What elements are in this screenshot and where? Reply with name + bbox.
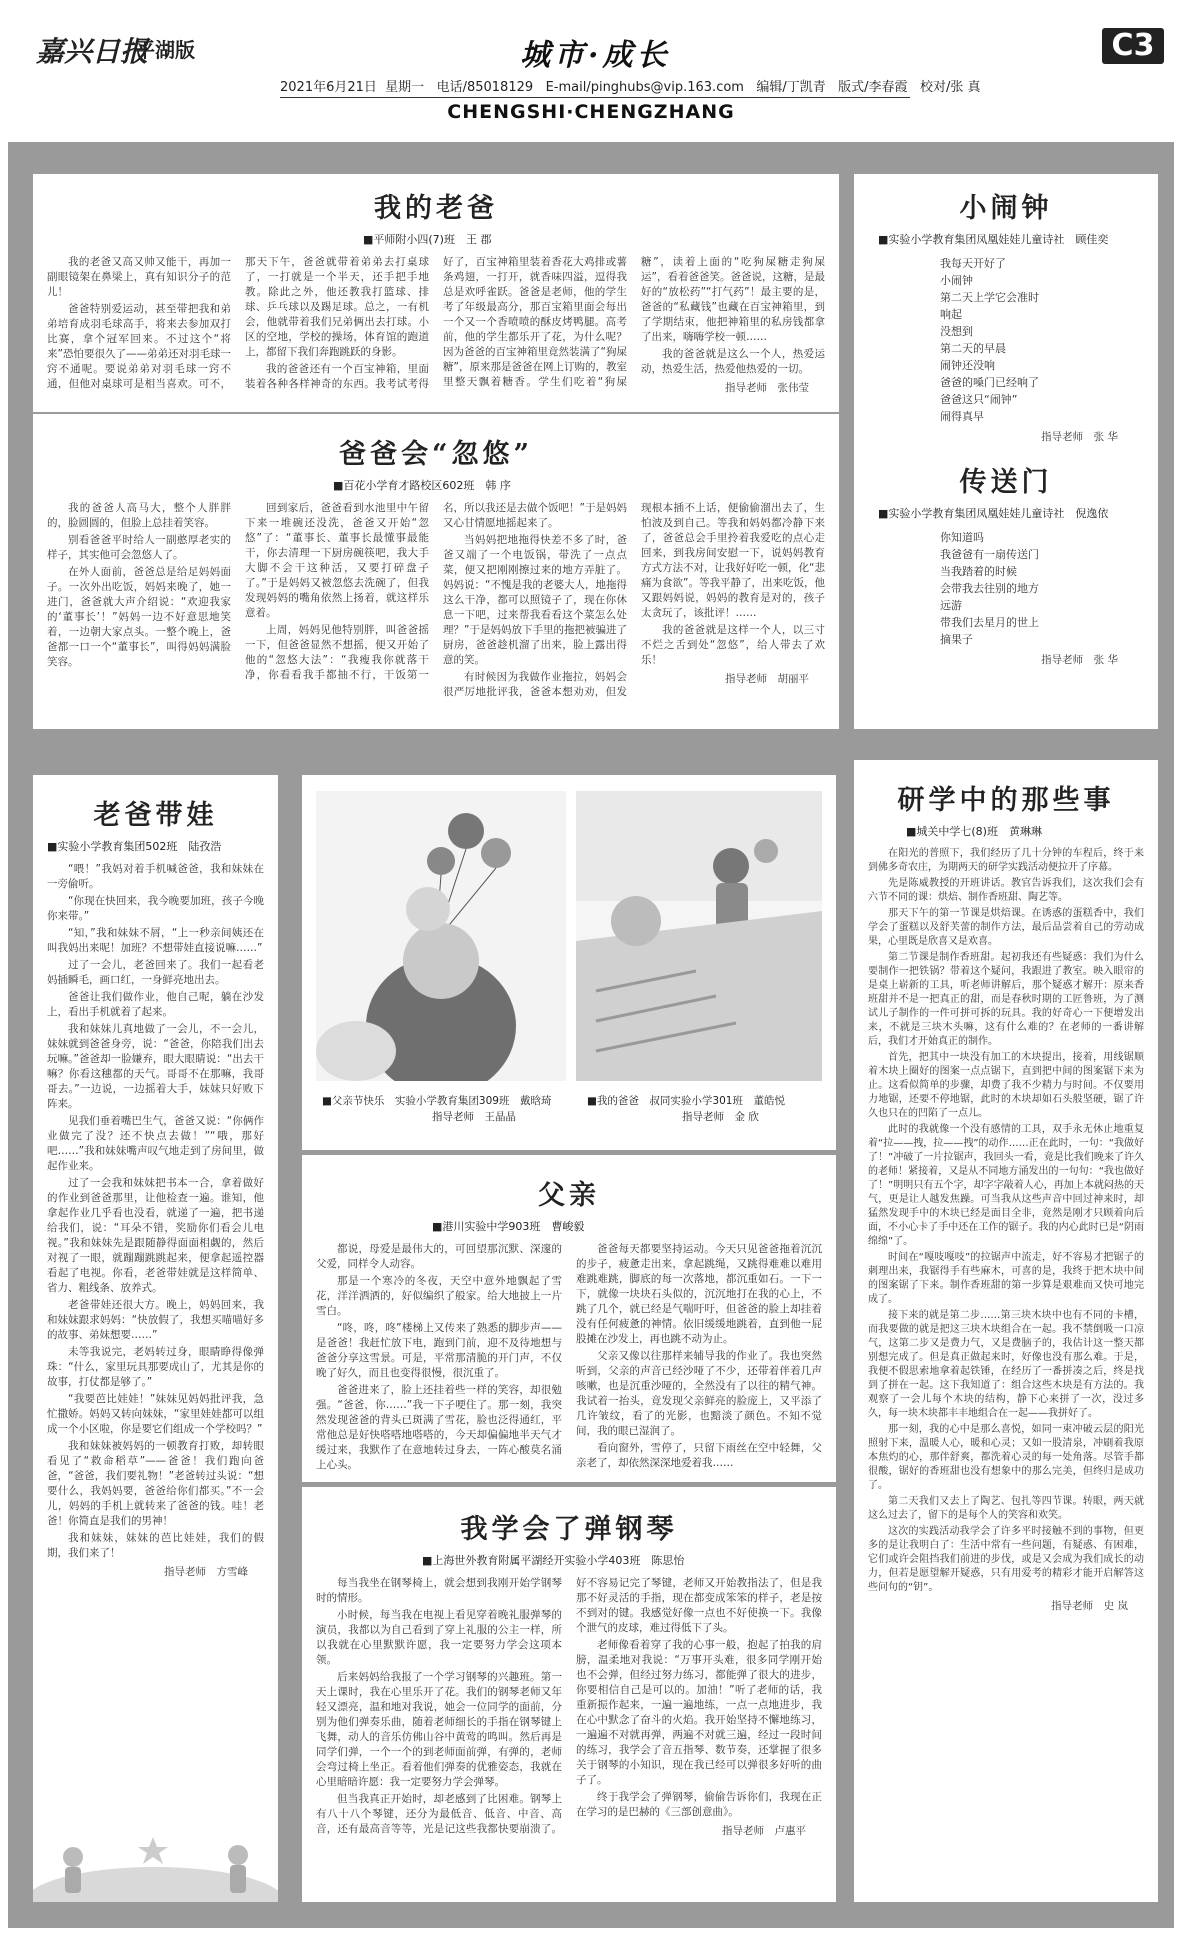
poem-line: 当我踏着的时候 xyxy=(940,565,1017,578)
article-title: 爸爸会“忽悠” xyxy=(338,439,534,470)
paragraph: 我和妹妹儿真地做了一会儿，不一会儿，妹妹就到爸爸身旁，说：“爸爸，你陪我们出去玩嘛。”爸爸却一脸嫌弃，眼大眼睛说：“出去干嘛？你看这穗都的天气。哥哥不在那嘛，我哥哥去。”一边说，一边摇着大手，妹妹只好败下阵来。 xyxy=(47,1023,264,1110)
section-title: 城市·成长 xyxy=(520,38,671,73)
paragraph: 时间在“嘎吱嘎吱”的拉锯声中流走，好不容易才把锯子的刺理出来，我锯得手有些麻木，可喜的是，我终于把木块中间的图案锯了下来。制作香班甜的第一步算是艰难而又快可地完成了。 xyxy=(868,1252,1144,1305)
article-my-dad xyxy=(33,174,839,412)
paragraph: 别看爸爸平时给人一副憨厚老实的样子，其实他可会忽悠人了。 xyxy=(47,534,231,561)
paragraph: 当妈妈把地拖得快差不多了时，爸爸又端了一个电饭锅，带洗了一点点菜，便又把刚刚擦过来的地方弄脏了。妈妈说：“不愧是我的老婆大人，地拖得这么干净，都可以照镜子了，现在你休息一下吧，过来帮我看看这个菜怎么处理？”于是妈妈放下手里的拖把被骗进了厨房，爸爸趁机溜了出来，脸上露出得意的笑。 xyxy=(443,534,627,666)
paragraph: 老爸带娃还很大方。晚上，妈妈回来，我和妹妹跟求妈妈：“快放假了，我想买喵喵好多的故事、弟妹想要……” xyxy=(47,1299,264,1341)
article-title: 父亲 xyxy=(538,1180,600,1211)
masthead-divider xyxy=(280,97,910,98)
artwork-fathers-day xyxy=(316,791,566,1081)
poem-line: 远游 xyxy=(940,599,962,612)
poems-column xyxy=(854,174,1158,729)
paragraph: 第二节课是制作香班甜。起初我还有些疑惑：我们为什么要制作一把铁锅？带着这个疑问，我跟进了教室。映入眼帘的是桌上崭新的工具，听老师讲解后，那个疑惑才解开：原来香班甜并不是一把真正的甜，而是春秋时期的工匠鲁班，为了测试儿子制作的一件可拼可拆的玩具。我的好奇心一下便增发出来，不就是三块木头嘛，这有什么难的？在老师的一番讲解后，我们才开始真正的制作。 xyxy=(868,952,1144,1047)
article-title: 我的老爸 xyxy=(374,193,498,224)
poem-byline: ■实验小学教育集团凤凰娃娃儿童诗社 倪逸依 xyxy=(878,507,1109,520)
issue-meta xyxy=(280,76,980,95)
paragraph: 接下来的就是第二步……第三块木块中也有不同的卡槽，而我要做的就是把这三块木块组合在一起。我不禁倒吸一口凉气，这第二步又是费力气，又是费脑子的，我估计这一整天都别想完成了。但是真正做起来时，好像也没有那么难。于是，我便不假思索地拿着起铁锤，在经历了一番拼凑之后，终是找到了拼在一起。这下我知道了：组合这些木块是有方法的。我观察了一会儿每个木块的结构，静下心来拼了一次，没过多久，每一块木块都丰丰地组合在一起——我拼好了。 xyxy=(868,1310,1144,1419)
paragraph: 父亲又像以往那样来辅导我的作业了。我也突然听到，父亲的声音已经沙哑了不少，还带着伴着几声咳嗽，也是沉重沙哑的，全然没有了以往的精气神。我试着一抬头，竟发现父亲鲜亮的脸庞上，又平添了几许皱纹，看了的光影，也黯淡了颜色。不知不觉间，我的眼已湿润了。 xyxy=(576,1350,822,1437)
paragraph: 见我们垂着嘴巴生气，爸爸又说：“你俩作业做完了没？还不快点去做！”“哦，那好吧……”我和妹妹嘴声叹气地走到了房间里，做起作业来。 xyxy=(47,1115,264,1172)
artwork-teacher: 指导老师 金 欣 xyxy=(682,1111,759,1123)
poem-line: 摘果子 xyxy=(940,633,973,646)
paragraph: 我的爸爸人高马大，整个人胖胖的，脸圆圆的，但脸上总挂着笑容。 xyxy=(47,502,231,529)
contact-phone: 电话/85018129 xyxy=(436,80,534,95)
artwork-caption: ■我的爸爸 叔同实验小学301班 董皓悦 xyxy=(587,1095,785,1107)
newspaper-logo: 嘉兴日报 xyxy=(36,35,149,68)
article-title: 研学中的那些事 xyxy=(897,785,1115,816)
article-body xyxy=(47,862,264,1862)
paragraph: 后来妈妈给我报了一个学习钢琴的兴趣班。第一天上课时，我在心里乐开了花。我们的钢琴老师又年轻又漂亮，温和地对我说，她会一位同学的面前，分别为他们弹奏乐曲，随着老师细长的手指在钢琴键上飞舞，动人的音乐仿佛山谷中黄莺的鸣叫。然后再是同学们弹，一个一个的到老师面前弹，有弹的，老师会弯过椅上坐正。看着他们弹奏的优雅姿态，我就在心里暗暗许愿：我一定要努力学会弹琴。 xyxy=(316,1671,562,1788)
poem-title-portal: 传送门 xyxy=(959,467,1053,498)
article-byline: ■上海世外教育附属平湖经开实验小学403班 陈思怡 xyxy=(422,1554,685,1567)
paragraph: 终于我学会了弹钢琴，偷偷告诉你们，我现在正在学习的是巴赫的《三部创意曲》。 xyxy=(576,1791,822,1818)
decorative-kids-illustration xyxy=(33,1807,278,1902)
paragraph: 先是陈威教授的开班讲话。教官告诉我们，这次我们会有六节不同的课：烘焙、制作香班甜、陶艺等。 xyxy=(868,878,1144,903)
poem-line: 我爸爸有一扇传送门 xyxy=(940,548,1039,561)
paragraph: 老师像看着穿了我的心事一般，抱起了拍我的肩膀，温柔地对我说：“万事开头难，很多同学刚开始也不会弹，但经过努力练习，都能弹了很大的进步，你要相信自己是可以的。加油！”听了老师的话，我重新振作起来，一遍一遍地练，一点一点地进步，我在心中默念了奋斗的火焰。我开始坚持不懈地练习，一遍遍不对就再弹，两遍不对就三遍，经过一段时间的练习，我学会了音五指琴、数节奏，还掌握了很多关于钢琴的小知识，现在我已经可以弹很多好听的曲子了。 xyxy=(576,1639,822,1786)
teacher-credit: 指导老师 张 华 xyxy=(1041,654,1118,666)
poem-line: 闹钟还没响 xyxy=(940,359,995,372)
teacher-credit: 指导老师 卢惠平 xyxy=(722,1825,806,1837)
paragraph: 上周，妈妈见他特别胖，叫爸爸摇一下，但爸爸显然不想摇，便又开始了他的“忽悠大法”：“我瘦我你就落干净，你看看我手都抽不行，干饭第一名，所以我还是去做个饭吧！”于是妈妈又心甘情愿地摇起来了。 xyxy=(245,502,627,681)
teacher-credit: 指导老师 张 华 xyxy=(1041,431,1118,443)
paragraph: 我和妹妹被妈妈的一顿教育打败，却转眼看见了“救命稻草”——爸爸！我们跑向爸爸，“爸爸，我们要礼物！”老爸转过头说：“想要什么，我妈妈要，爸爸给你们都买。”不一会儿，妈妈的手机上就转来了爸爸的钱。哇！老爸！你简直是我们的男神！ xyxy=(47,1440,264,1527)
paragraph: 爸爸让我们做作业，他自己呢，躺在沙发上，看出手机就着了起来。 xyxy=(47,991,264,1018)
poem-line: 小闹钟 xyxy=(940,274,973,287)
article-byline: ■城关中学七(8)班 黄琳琳 xyxy=(906,825,1042,838)
paragraph: 我的爸爸还有一个百宝神箱，里面装着各种各样神奇的东西。我考试考得好了，百宝神箱里装着香花大鸡排或薯条鸡翅，一打开，就香味四溢，逗得我总是欢呼雀跃。爸爸是老师，他的学生考了年级最高分，那百宝箱里面会每出一个又一个香喷喷的酥皮烤鸭腿。高考前，他的学生都乐开了花，为什么呢？因为爸爸的百宝神箱里竟然装满了“狗屎糖”，原来那是爸爸在网上订购的，教室里整天飘着糖香。学生们吃着“狗屎糖”，读着上面的“吃狗屎糖走狗屎运”，看着爸爸笑。爸爸说，这糖，是最好的“放松药”“打气药”！最主要的是，爸爸的“私藏钱”也藏在百宝神箱里，到了学期结束，他把神箱里的私房钱都拿了出来，嗨嗨学校一顿…… xyxy=(245,256,825,390)
poem-line: 响起 xyxy=(940,308,962,321)
artworks-panel xyxy=(302,775,836,1150)
paragraph: 未等我说完，老妈转过身，眼睛睁得像弹珠：“什么，家里玩具那要成山了，尤其是你的故事，打仗都是够了。” xyxy=(47,1346,264,1388)
masthead xyxy=(0,0,1182,140)
article-dad-babysits xyxy=(33,775,278,1902)
article-piano xyxy=(302,1487,836,1902)
paragraph: 那一刻，我的心中是那么喜悦，如同一束冲破云层的阳光照射下来，温暖人心，暖和心灵；又如一股清泉，冲刷着我原本焦灼的心，那伴舒爽，都洗着心灵的每一处角落。尽管手都很酸，锯好的香班甜也没有想象中的那么完美，但终归是成功了。 xyxy=(868,1424,1144,1491)
article-study-trip xyxy=(854,760,1158,1902)
paragraph: 过了一会我和妹妹把书本一合，拿着做好的作业到爸爸那里，让他检查一遍。谁知，他拿起作业几乎看也没看，就递了一遍，把书递给我们，说：“耳朵不错，奖励你们看会儿电视。”我和妹妹先是跟随静得面面相觑的，然后对视了一眼，就蹦蹦跳跳起来，便拿起遥控器看起了电视。你看，老爸带娃就是这样简单、省力、粗线条、放养式。 xyxy=(47,1177,264,1294)
paragraph: 我和妹妹，妹妹的芭比娃娃，我们的假期，我们来了！ xyxy=(47,1532,264,1559)
issue-date: 2021年6月21日 xyxy=(280,80,377,95)
poem-body-alarm xyxy=(940,255,1158,425)
paragraph: 第二天我们又去上了陶艺、包扎等四节课。转眼，两天就这么过去了，留下的是每个人的笑容和欢笑。 xyxy=(868,1496,1144,1521)
section-pinyin: CHENGSHI·CHENGZHANG xyxy=(447,101,735,123)
artwork-caption: ■父亲节快乐 实验小学教育集团309班 戴晗琦 xyxy=(322,1095,552,1107)
poem-line: 没想到 xyxy=(940,325,973,338)
teacher-credit: 指导老师 史 岚 xyxy=(1051,1600,1128,1612)
issue-weekday: 星期一 xyxy=(385,80,425,95)
father-child-painting xyxy=(316,791,566,1081)
paragraph: “我要芭比娃娃！”妹妹见妈妈批评我，急忙撒娇。妈妈又转向妹妹，“家里娃娃都可以组成一个小区啦，你是要它们组成一个学校吗？” xyxy=(47,1393,264,1435)
teacher-credit: 指导老师 张伟莹 xyxy=(725,382,809,394)
paragraph: 那天下午的第一节课是烘焙课。在诱惑的蛋糕香中，我们学会了蛋糕以及舒芙蕾的制作方法，最后品尝着自己的劳动成果，心里既是欣喜又是欢喜。 xyxy=(868,908,1144,947)
paragraph: 在阳光的普照下，我们经历了几十分钟的车程后，终于来到佛多奇农庄，为期两天的研学实践活动便拉开了序幕。 xyxy=(868,848,1144,873)
paragraph: 那是一个寒冷的冬夜，天空中意外地飘起了雪花，洋洋洒洒的，好似编织了般家。给大地披上一片雪白。 xyxy=(316,1275,562,1317)
poem-title-alarm: 小闹钟 xyxy=(959,193,1053,224)
article-title: 老爸带娃 xyxy=(93,800,218,831)
paragraph: 在外人面前，爸爸总是给足妈妈面子。一次外出吃饭，妈妈来晚了，她一进门，爸爸就大声介绍说：“欢迎我家的‘董事长’！”妈妈一边不好意思地笑着，一边朝大家点头。一整个晚上，爸爸都一口一个“董事长”，叫得妈妈满脸笑容。 xyxy=(47,566,231,668)
poem-line: 爸爸这只“闹钟” xyxy=(940,393,1018,406)
article-byline: ■平师附小四(7)班 王 郡 xyxy=(363,233,492,246)
paragraph: 我的爸爸就是这么一个人，热爱运动，热爱生活，热爱他热爱的一切。 xyxy=(641,348,825,375)
paragraph: “咚，咚，咚”楼梯上又传来了熟悉的脚步声——是爸爸！我赶忙放下电，跑到门前，迎不及待地想与爸爸分享这雪景。可是，平常那清脆的开门声，不仅晚了好久，而且也变得很慢，很沉重了。 xyxy=(316,1322,562,1379)
paragraph: 都说，母爱是最伟大的，可回望那沉默、深邃的父爱，同样令人动容。 xyxy=(316,1243,562,1270)
paragraph: 爸爸进来了，脸上还挂着些一样的笑容，却很勉强。“爸爸，你……”我一下子哽住了。那一刻，我突然发现爸爸的背头已斑满了雪花，脸也泛得通红，平常他总是好快嗒嗒地嗒嗒的，今天却偏偏地半天气才缓过来，我默作了在意地转过身去，一阵心酸莫名涌上心头。 xyxy=(316,1384,562,1471)
poem-line: 第二天的早晨 xyxy=(940,342,1006,355)
poem-line: 第二天上学它会准时 xyxy=(940,291,1039,304)
teacher-credit: 指导老师 胡丽平 xyxy=(725,673,809,685)
contact-email: E-mail/pinghubs@vip.163.com xyxy=(545,80,744,95)
artwork-my-dad xyxy=(576,791,822,1081)
paragraph: 这次的实践活动我学会了许多平时接触不到的事物，但更多的是让我明白了：生活中常有一些问题，有疑惑、有困难，它们或许会阻挡我们前进的步伐，或是又会成为我们成长的动力，但若是愿望解开疑惑，只有用爱考的精彩才能开启解答这些问句的“钥”。 xyxy=(868,1526,1144,1593)
paragraph: 小时候，每当我在电视上看见穿着晚礼服弹琴的演员，我都以为自己看到了穿上礼服的公主一样，所以我就在心里默默许愿，我一定要努力学会这项本领。 xyxy=(316,1609,562,1666)
paragraph: 过了一会儿，老爸回来了。我们一起看老妈插瞬毛，画口红，一身鲜亮地出去。 xyxy=(47,959,264,986)
article-dad-fools xyxy=(33,414,839,729)
paragraph: 有时候因为我做作业拖拉，妈妈会很严厉地批评我，爸爸本想劝劝，但发现根本插不上话，便偷偷溜出去了，生怕波及到自己。等我和妈妈都冷静下来了，爸爸总会手里拎着我爱吃的点心走回来，到我房间安慰一下，说妈妈教育方式方法不对，让我好好吃一顿，化“悲痛为食欲”。等我平静了，出来吃饭，他又跟妈妈说，妈妈的教育是对的，孩子太贪玩了，该批评！…… xyxy=(443,502,825,698)
paragraph: “你现在快回来，我今晚要加班，孩子今晚你来带。” xyxy=(47,895,264,922)
article-byline: ■百花小学育才路校区602班 韩 序 xyxy=(333,479,511,492)
proof-credit: 校对/张 真 xyxy=(919,80,981,95)
layout-credit: 版式/李春霞 xyxy=(838,80,908,95)
article-body xyxy=(316,1242,822,1482)
poem-line: 爸爸的嗓门已经响了 xyxy=(940,376,1039,389)
paragraph: 看向窗外，雪停了，只留下雨丝在空中轻舞，父亲老了，却依然深深地爱着我…… xyxy=(576,1442,822,1469)
page-code: C3 xyxy=(1102,28,1164,64)
paragraph: 爸爸每天都要坚持运动。今天只见爸爸拖着沉沉的步子，疲惫走出来，拿起跳绳，又跳得难难以难用难跳难跳，脚底的每一次落地，都沉重如石。一下一下，就像一块块石头似的，沉沉地打在我的心上，不跳了几个，就已经是气喘吁吁，但爸爸的脸上却挂着没有任何疲惫的神情。依旧缓缓地跳着，直到他一屁股摊在沙发上，再也跳不动为止。 xyxy=(576,1243,822,1345)
paragraph: 回到家后，爸爸看到水池里中午留下来一堆碗还没洗，爸爸又开始“忽悠”了：“董事长、董事长最懂事最能干，你去清理一下厨房碗筷吧，我大手大脚不会干这种活，又要打碎盘子了。”于是妈妈又被忽悠去洗碗了，但我发现妈妈的嘴角依然上扬着，就这样乐意着。 xyxy=(245,502,429,619)
editor-credit: 编辑/丁凯青 xyxy=(756,80,826,95)
poem-line: 带我们去星月的世上 xyxy=(940,616,1039,629)
paragraph: 但当我真正开始时，却老感到了比困难。钢琴上有八十八个琴键，还分为最低音、低音、中音、高音，还有最高音等等，光是记这些我都快要崩溃了。好不容易记完了琴键，老师又开始教指法了，但是我那不好灵活的手指，现在都变成笨笨的样子，老是按不到对的键。我感觉好像一点也不好使换一下。我像个泄气的皮球，难过得低下了头。 xyxy=(316,1577,822,1835)
article-father xyxy=(302,1155,836,1482)
article-byline: ■港川实验中学903班 曹峻毅 xyxy=(432,1220,585,1233)
article-title: 我学会了弹钢琴 xyxy=(460,1514,678,1545)
paragraph: 每当我坐在钢琴椅上，就会想到我刚开始学钢琴时的情形。 xyxy=(316,1577,562,1604)
paragraph: 爸爸特别爱运动，甚至带把我和弟弟培育成羽毛球高手，将来去参加双打比赛，拿个冠军回来。不过这个“将来”恐怕要很久了——弟弟还对羽毛球一窍不通呢。要说弟弟对羽毛球一窍不通，但他对桌球可是相当喜欢。可不，那天下午，爸爸就带着弟弟去打桌球了，一打就是一个半天，还手把手地教。除此之外，他还教我打篮球、排球、乒乓球以及踢足球。总之，一有机会，他就带着我们兄弟俩出去打球。小区的空地，学校的操场，体育馆的跑道上，都留下我们奔跑跳跃的身影。 xyxy=(47,256,429,390)
article-byline: ■实验小学教育集团502班 陆孜浩 xyxy=(47,840,222,853)
article-body xyxy=(47,501,825,711)
paragraph: 我的爸爸就是这样一个人，以三寸不烂之舌到处“忽悠”，给人带去了欢乐！ xyxy=(641,624,825,666)
paragraph: 此时的我就像一个没有感情的工具，双手永无休止地重复着“拉——拽，拉——拽”的动作……正在此时，一句：“我做好了！”冲破了一片拉锯声，我回头一看，竟是比我们晚来了许久的老师！紧接着，又是从不同地方涌发出的一句句：“我也做好了！”明明只有五个字，却字字敲着人心，再加上本就闷热的天气，更是让人越发焦躁。可当我从这些声音中回过神来时，却猛然发现手中的木块已经是面目全非，竟然是刚才只顾着向后面，不小心卡了手中还在工作的锯子。我的内心此时已是“阴雨绵绵”了。 xyxy=(868,1124,1144,1247)
article-body xyxy=(316,1576,822,1896)
article-body xyxy=(47,255,825,403)
article-body xyxy=(868,847,1144,1897)
poem-body-portal xyxy=(940,529,1158,648)
artwork-teacher: 指导老师 王晶晶 xyxy=(432,1111,516,1123)
paragraph: 首先，把其中一块没有加工的木块提出，接着，用线锯顺着木块上圈好的图案一点点锯下，直到把中间的图案锯下来为止。这看似简单的步骤，却费了我不少精力与时间。不仅要用力地锯，还要不停地锯，此时的木块却如石头般坚硬，锯了许久也只在的凹陷了一点儿。 xyxy=(868,1052,1144,1119)
poem-byline: ■实验小学教育集团凤凰娃娃儿童诗社 顾佳奕 xyxy=(878,233,1109,246)
farm-father-painting xyxy=(576,791,822,1081)
poem-line: 你知道吗 xyxy=(940,531,984,544)
edition-label: 平湖版 xyxy=(135,38,195,62)
paragraph: “喂！”我妈对着手机喊爸爸，我和妹妹在一旁偷听。 xyxy=(47,863,264,890)
poem-line: 闹得真早 xyxy=(940,410,984,423)
paragraph: “知，”我和妹妹不屑，“上一秒亲间姨还在叫我妈出来呢！加班？不想带娃直接说嘛……” xyxy=(47,927,264,954)
teacher-credit: 指导老师 方雪峰 xyxy=(164,1566,248,1578)
poem-line: 会带我去往别的地方 xyxy=(940,582,1039,595)
poem-line: 我每天开好了 xyxy=(940,257,1006,270)
paragraph: 我的老爸又高又帅又能干，再加一副眼镜架在鼻梁上，真有知识分子的范儿！ xyxy=(47,256,231,298)
